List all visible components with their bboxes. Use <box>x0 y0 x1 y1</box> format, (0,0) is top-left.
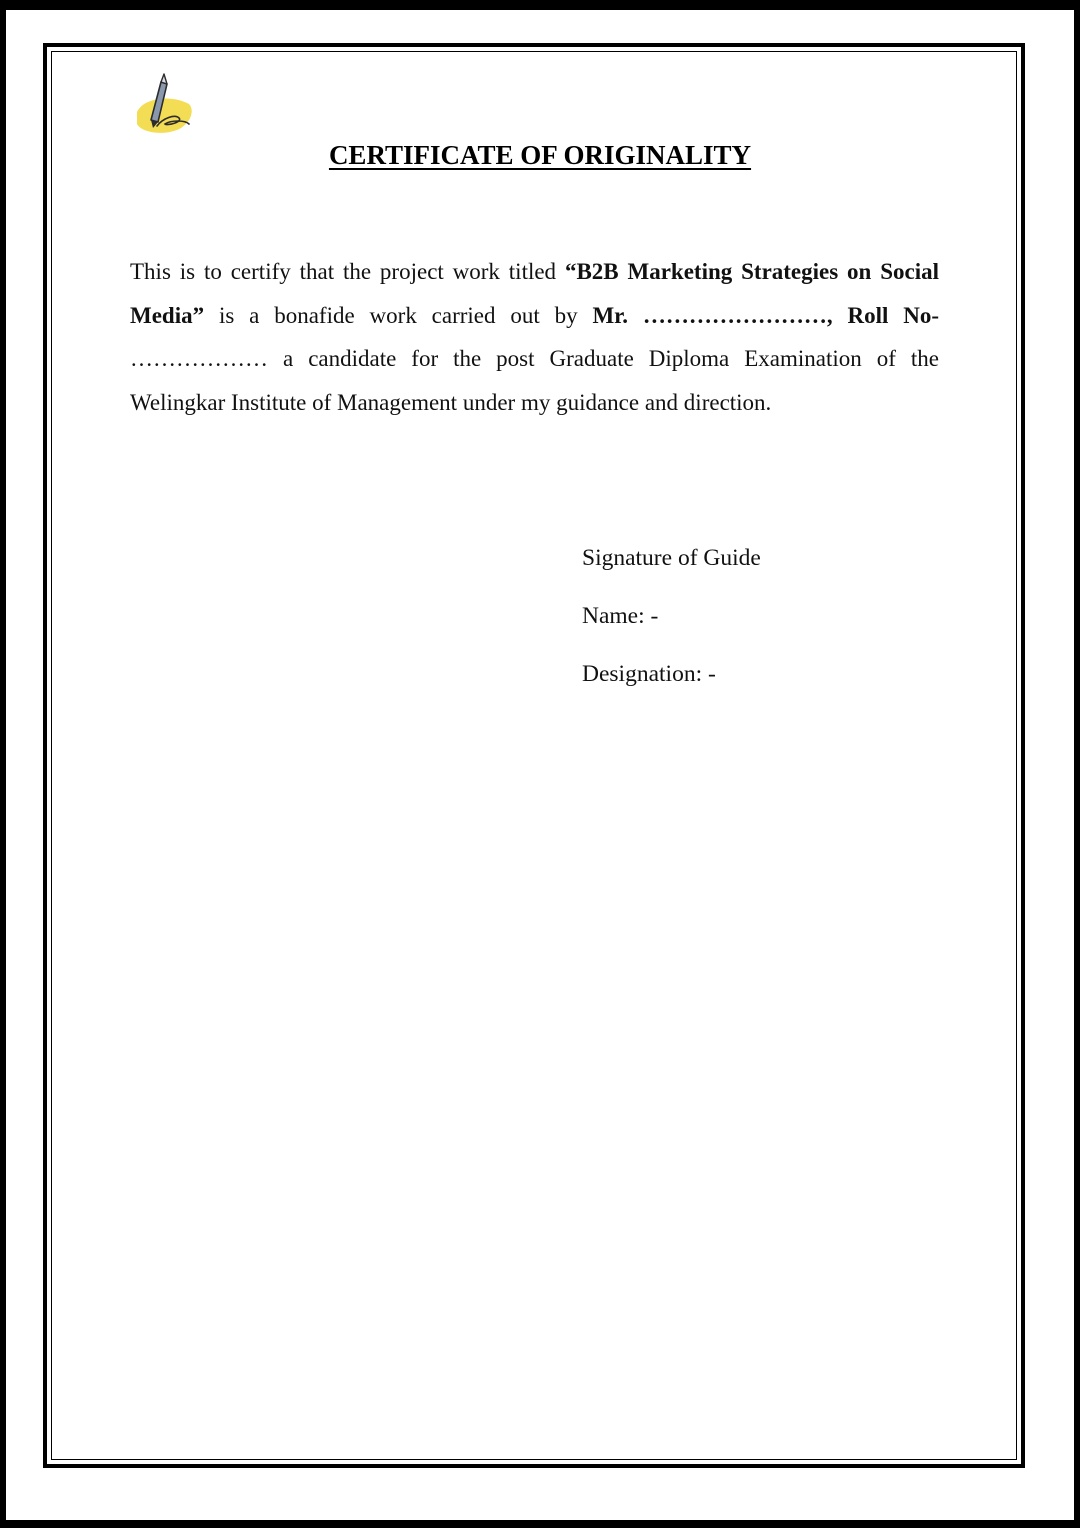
certificate-title: CERTIFICATE OF ORIGINALITY <box>328 140 752 170</box>
body-closing: a candidate for the post Graduate Diploma Examination of the Welingkar Institute of Management under my guidance and direction. <box>130 346 940 415</box>
signature-label: Signature of Guide <box>582 545 761 571</box>
roll-number-field: ……………… <box>130 346 283 371</box>
body-carried-out: is a bonafide work carried out by <box>204 302 593 328</box>
body-intro: This is to certify that the project work titled <box>130 259 565 284</box>
pen-signature-icon <box>131 68 197 138</box>
guide-designation-field: Designation: - <box>582 661 716 687</box>
certificate-body <box>130 250 939 424</box>
project-title: “B2B Marketing Strategies on Social Media” <box>130 259 939 328</box>
candidate-name-field: Mr. ……………………, Roll No- <box>592 302 939 328</box>
guide-name-field: Name: - <box>582 603 659 629</box>
